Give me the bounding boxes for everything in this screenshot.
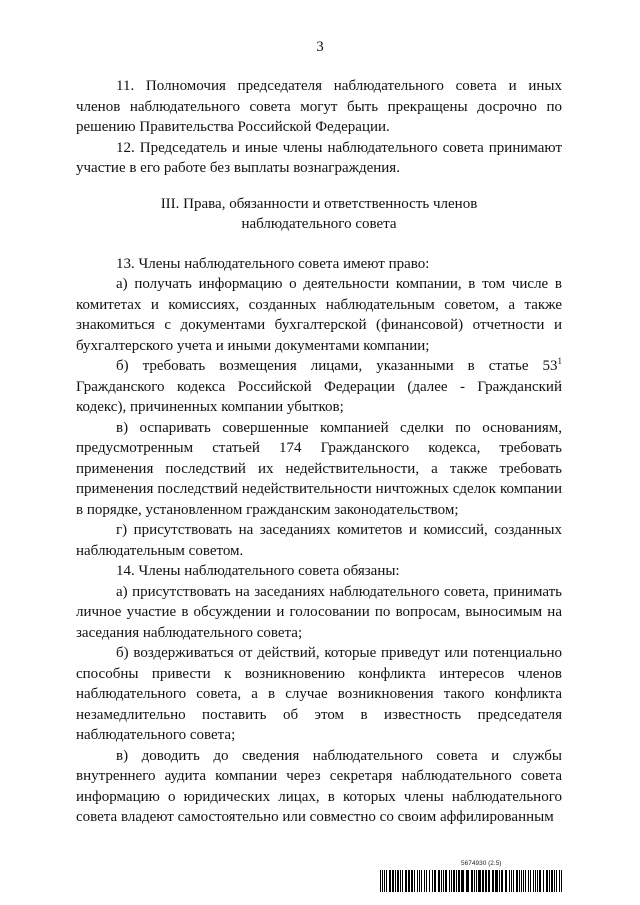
paragraph-14-a: а) присутствовать на заседаниях наблюдательного совета, принимать личное участие в обсуждении и голосовании по вопросам, выносимым на заседания наблюдательного совета; (76, 583, 562, 641)
paragraph-11: 11. Полномочия председателя наблюдательного совета и иных членов наблюдательного совета могут быть прекращены досрочно по решению Правительства Российской Федерации. (76, 78, 562, 135)
paragraph-13-b-start: б) требовать возмещения лицами, указанными в статье 53 (116, 358, 558, 374)
paragraph-14-b: б) воздерживаться от действий, которые приведут или потенциально способны привести к возникновению конфликта интересов членов наблюдательного совета, а в случае возникновения такого конфликта незамедлительно поставить об этом в известность председателя наблюдательного совета; (76, 645, 562, 743)
paragraph-13-g: г) присутствовать на заседаниях комитетов и комиссий, созданных наблюдательным советом. (76, 522, 562, 559)
section-heading-line-1: III. Права, обязанности и ответственность членов (160, 195, 478, 212)
paragraph-13-a: а) получать информацию о деятельности компании, в том числе в комитетах и комиссиях, созданных наблюдательным советом, а также знакомиться с документами бухгалтерской (финансовой) отчетности и бухгалтерского учета и иными документами компании; (76, 276, 562, 354)
paragraph-12: 12. Председатель и иные члены наблюдательного совета принимают участие в его работе без выплаты вознаграждения. (76, 139, 562, 176)
section-heading-line-2: наблюдательного совета (241, 216, 397, 232)
section-heading (76, 179, 562, 254)
paragraph-14: 14. Члены наблюдательного совета обязаны: (116, 563, 400, 579)
page-number: 3 (316, 39, 324, 55)
document-code: 5674930 (2.5) (461, 860, 502, 867)
paragraph-13-b (76, 356, 562, 418)
paragraph-13: 13. Члены наблюдательного совета имеют право: (116, 255, 430, 272)
paragraph-14-v: в) доводить до сведения наблюдательного совета и службы внутреннего аудита компании через секретаря наблюдательного совета информацию о юридических лицах, в которых члены наблюдательного совета владеют самостоятельно или совместно со своим аффилированным (76, 747, 562, 825)
article-superscript: 1 (557, 356, 562, 366)
paragraph-13-v: в) оспаривать совершенные компанией сделки по основаниям, предусмотренным статьей 174 Гражданского кодекса, требовать применения последствий их недействительности, а также требовать применения последствий недействительности ничтожных сделок компании в порядке, установленном гражданским законодательством; (76, 419, 562, 518)
paragraph-13-b-end: Гражданского кодекса Российской Федерации (далее - Гражданский кодекс), причиненных компании убытков; (76, 378, 562, 415)
barcode-icon (380, 870, 564, 892)
document-body (76, 76, 562, 828)
